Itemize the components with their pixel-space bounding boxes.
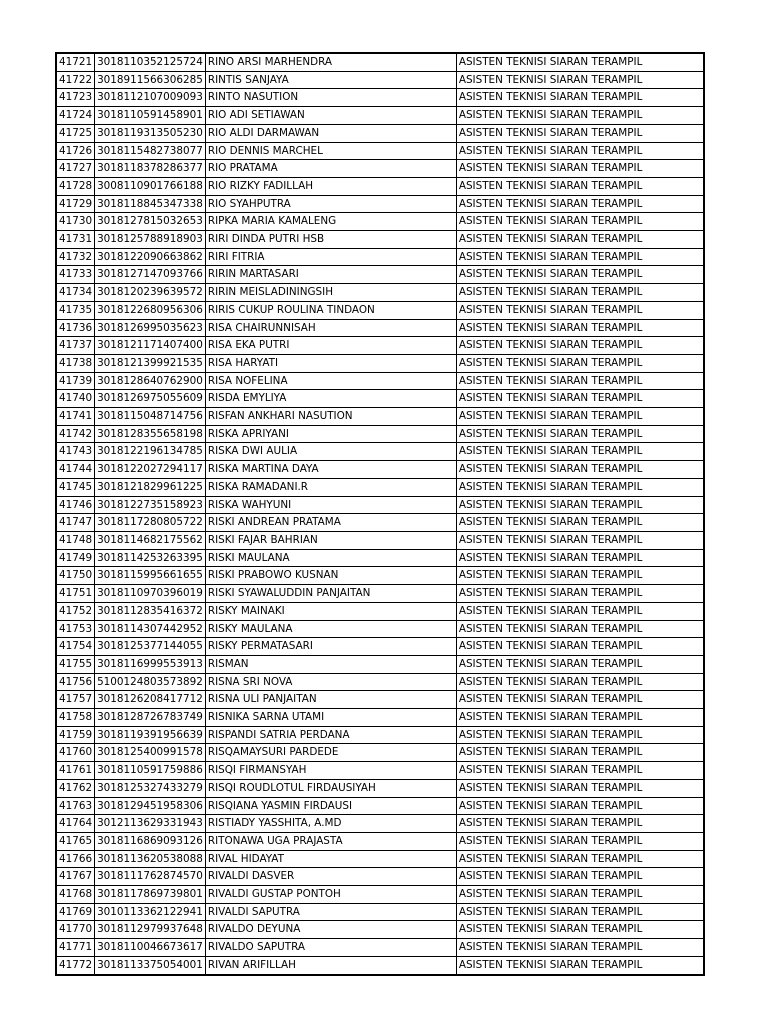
cell-number: 41749 [56, 549, 95, 567]
cell-position: ASISTEN TEKNISI SIARAN TERAMPIL [456, 89, 704, 107]
cell-id: 3018121829961225 [95, 478, 206, 496]
table-row [56, 248, 704, 266]
table-row [56, 709, 704, 727]
cell-name: RISNA ULI PANJAITAN [205, 691, 456, 709]
cell-id: 3018118378286377 [95, 160, 206, 178]
cell-id: 3018122735158923 [95, 496, 206, 514]
cell-name: RIRIS CUKUP ROULINA TINDAON [205, 301, 456, 319]
cell-name: RISQI ROUDLOTUL FIRDAUSIYAH [205, 779, 456, 797]
cell-name: RISKI PRABOWO KUSNAN [205, 567, 456, 585]
table-row [56, 213, 704, 231]
cell-id: 3018112107009093 [95, 89, 206, 107]
cell-position: ASISTEN TEKNISI SIARAN TERAMPIL [456, 195, 704, 213]
cell-number: 41721 [56, 53, 95, 71]
table-row [56, 531, 704, 549]
cell-position: ASISTEN TEKNISI SIARAN TERAMPIL [456, 337, 704, 355]
cell-number: 41770 [56, 921, 95, 939]
cell-number: 41756 [56, 673, 95, 691]
cell-id: 3018110591458901 [95, 107, 206, 125]
table-row [56, 691, 704, 709]
cell-number: 41768 [56, 886, 95, 904]
table-row [56, 461, 704, 479]
cell-name: RISA CHAIRUNNISAH [205, 319, 456, 337]
cell-position: ASISTEN TEKNISI SIARAN TERAMPIL [456, 213, 704, 231]
cell-name: RIO PRATAMA [205, 160, 456, 178]
cell-name: RISKA MARTINA DAYA [205, 461, 456, 479]
table-row [56, 142, 704, 160]
cell-number: 41740 [56, 390, 95, 408]
cell-name: RISPANDI SATRIA PERDANA [205, 726, 456, 744]
cell-position: ASISTEN TEKNISI SIARAN TERAMPIL [456, 177, 704, 195]
cell-id: 3018116999553913 [95, 655, 206, 673]
cell-position: ASISTEN TEKNISI SIARAN TERAMPIL [456, 744, 704, 762]
cell-name: RIRIN MEISLADININGSIH [205, 284, 456, 302]
cell-position: ASISTEN TEKNISI SIARAN TERAMPIL [456, 585, 704, 603]
cell-name: RIO ALDI DARMAWAN [205, 124, 456, 142]
cell-number: 41752 [56, 602, 95, 620]
cell-id: 3018127815032653 [95, 213, 206, 231]
cell-number: 41742 [56, 425, 95, 443]
cell-id: 3018112979937648 [95, 921, 206, 939]
cell-number: 41771 [56, 939, 95, 957]
cell-number: 41737 [56, 337, 95, 355]
cell-id: 3018128640762900 [95, 372, 206, 390]
cell-number: 41762 [56, 779, 95, 797]
cell-id: 3018121399921535 [95, 354, 206, 372]
cell-id: 3018125377144055 [95, 638, 206, 656]
cell-number: 41750 [56, 567, 95, 585]
cell-name: RIPKA MARIA KAMALENG [205, 213, 456, 231]
cell-position: ASISTEN TEKNISI SIARAN TERAMPIL [456, 266, 704, 284]
table-row [56, 443, 704, 461]
cell-id: 3018110970396019 [95, 585, 206, 603]
cell-id: 3018119391956639 [95, 726, 206, 744]
cell-id: 3018111762874570 [95, 868, 206, 886]
cell-number: 41734 [56, 284, 95, 302]
cell-number: 41743 [56, 443, 95, 461]
table-row [56, 390, 704, 408]
cell-position: ASISTEN TEKNISI SIARAN TERAMPIL [456, 124, 704, 142]
cell-number: 41736 [56, 319, 95, 337]
table-row [56, 337, 704, 355]
cell-name: RISKI MAULANA [205, 549, 456, 567]
cell-position: ASISTEN TEKNISI SIARAN TERAMPIL [456, 815, 704, 833]
cell-id: 3018129451958306 [95, 797, 206, 815]
table-row [56, 53, 704, 71]
cell-number: 41758 [56, 709, 95, 727]
cell-position: ASISTEN TEKNISI SIARAN TERAMPIL [456, 354, 704, 372]
cell-number: 41772 [56, 956, 95, 974]
cell-id: 3018114682175562 [95, 531, 206, 549]
cell-number: 41746 [56, 496, 95, 514]
table-row [56, 779, 704, 797]
cell-name: RIO ADI SETIAWAN [205, 107, 456, 125]
cell-number: 41732 [56, 248, 95, 266]
cell-position: ASISTEN TEKNISI SIARAN TERAMPIL [456, 425, 704, 443]
cell-name: RIRIN MARTASARI [205, 266, 456, 284]
cell-name: RINTO NASUTION [205, 89, 456, 107]
table-row [56, 231, 704, 249]
cell-name: RISKA APRIYANI [205, 425, 456, 443]
cell-id: 3018127147093766 [95, 266, 206, 284]
cell-number: 41730 [56, 213, 95, 231]
cell-id: 3018126995035623 [95, 319, 206, 337]
cell-position: ASISTEN TEKNISI SIARAN TERAMPIL [456, 673, 704, 691]
cell-name: RISKY PERMATASARI [205, 638, 456, 656]
cell-name: RISA HARYATI [205, 354, 456, 372]
table-row [56, 939, 704, 957]
cell-position: ASISTEN TEKNISI SIARAN TERAMPIL [456, 709, 704, 727]
cell-position: ASISTEN TEKNISI SIARAN TERAMPIL [456, 921, 704, 939]
cell-name: RISKY MAINAKI [205, 602, 456, 620]
cell-name: RIRI DINDA PUTRI HSB [205, 231, 456, 249]
table-body [56, 53, 704, 975]
cell-number: 41751 [56, 585, 95, 603]
table-row [56, 886, 704, 904]
table-row [56, 673, 704, 691]
cell-id: 3018110591759886 [95, 762, 206, 780]
cell-position: ASISTEN TEKNISI SIARAN TERAMPIL [456, 514, 704, 532]
cell-position: ASISTEN TEKNISI SIARAN TERAMPIL [456, 107, 704, 125]
cell-name: RINO ARSI MARHENDRA [205, 53, 456, 71]
cell-name: RISDA EMYLIYA [205, 390, 456, 408]
cell-id: 3018114253263395 [95, 549, 206, 567]
table-row [56, 301, 704, 319]
cell-id: 3018122196134785 [95, 443, 206, 461]
table-row [56, 602, 704, 620]
cell-position: ASISTEN TEKNISI SIARAN TERAMPIL [456, 567, 704, 585]
cell-id: 3018125788918903 [95, 231, 206, 249]
cell-position: ASISTEN TEKNISI SIARAN TERAMPIL [456, 71, 704, 89]
table-row [56, 585, 704, 603]
cell-name: RIVAN ARIFILLAH [205, 956, 456, 974]
cell-name: RIVAL HIDAYAT [205, 850, 456, 868]
cell-position: ASISTEN TEKNISI SIARAN TERAMPIL [456, 726, 704, 744]
cell-position: ASISTEN TEKNISI SIARAN TERAMPIL [456, 142, 704, 160]
table-row [56, 868, 704, 886]
cell-name: RIVALDI SAPUTRA [205, 903, 456, 921]
table-row [56, 195, 704, 213]
table-row [56, 797, 704, 815]
cell-name: RIO RIZKY FADILLAH [205, 177, 456, 195]
cell-id: 3018115482738077 [95, 142, 206, 160]
cell-number: 41724 [56, 107, 95, 125]
cell-id: 3018112835416372 [95, 602, 206, 620]
cell-name: RIO DENNIS MARCHEL [205, 142, 456, 160]
cell-position: ASISTEN TEKNISI SIARAN TERAMPIL [456, 549, 704, 567]
cell-number: 41765 [56, 832, 95, 850]
cell-name: RISKA DWI AULIA [205, 443, 456, 461]
cell-number: 41748 [56, 531, 95, 549]
cell-name: RINTIS SANJAYA [205, 71, 456, 89]
cell-id: 3018110352125724 [95, 53, 206, 71]
cell-id: 3018115048714756 [95, 408, 206, 426]
cell-position: ASISTEN TEKNISI SIARAN TERAMPIL [456, 248, 704, 266]
table-row [56, 478, 704, 496]
cell-position: ASISTEN TEKNISI SIARAN TERAMPIL [456, 956, 704, 974]
cell-number: 41725 [56, 124, 95, 142]
table-row [56, 425, 704, 443]
cell-position: ASISTEN TEKNISI SIARAN TERAMPIL [456, 372, 704, 390]
cell-number: 41733 [56, 266, 95, 284]
cell-number: 41747 [56, 514, 95, 532]
table-row [56, 744, 704, 762]
cell-position: ASISTEN TEKNISI SIARAN TERAMPIL [456, 408, 704, 426]
cell-position: ASISTEN TEKNISI SIARAN TERAMPIL [456, 231, 704, 249]
table-row [56, 850, 704, 868]
table-row [56, 107, 704, 125]
cell-number: 41731 [56, 231, 95, 249]
table-row [56, 762, 704, 780]
table-row [56, 655, 704, 673]
cell-id: 3018125400991578 [95, 744, 206, 762]
cell-id: 3018128355658198 [95, 425, 206, 443]
table-row [56, 319, 704, 337]
cell-name: RISKA WAHYUNI [205, 496, 456, 514]
cell-name: RISNA SRI NOVA [205, 673, 456, 691]
cell-name: RIVALDI GUSTAP PONTOH [205, 886, 456, 904]
cell-name: RISTIADY YASSHITA, A.MD [205, 815, 456, 833]
cell-number: 41763 [56, 797, 95, 815]
cell-name: RISQI FIRMANSYAH [205, 762, 456, 780]
cell-name: RISKI FAJAR BAHRIAN [205, 531, 456, 549]
cell-id: 3018113620538088 [95, 850, 206, 868]
cell-number: 41738 [56, 354, 95, 372]
cell-id: 3018116869093126 [95, 832, 206, 850]
table-row [56, 408, 704, 426]
cell-position: ASISTEN TEKNISI SIARAN TERAMPIL [456, 939, 704, 957]
table-row [56, 567, 704, 585]
cell-id: 3018117280805722 [95, 514, 206, 532]
cell-position: ASISTEN TEKNISI SIARAN TERAMPIL [456, 797, 704, 815]
cell-id: 3018120239639572 [95, 284, 206, 302]
cell-name: RISQAMAYSURI PARDEDE [205, 744, 456, 762]
table-row [56, 124, 704, 142]
cell-number: 41735 [56, 301, 95, 319]
cell-id: 3018119313505230 [95, 124, 206, 142]
cell-position: ASISTEN TEKNISI SIARAN TERAMPIL [456, 903, 704, 921]
cell-position: ASISTEN TEKNISI SIARAN TERAMPIL [456, 390, 704, 408]
table-row [56, 514, 704, 532]
cell-position: ASISTEN TEKNISI SIARAN TERAMPIL [456, 531, 704, 549]
cell-name: RIRI FITRIA [205, 248, 456, 266]
cell-position: ASISTEN TEKNISI SIARAN TERAMPIL [456, 832, 704, 850]
cell-id: 3018122680956306 [95, 301, 206, 319]
cell-number: 41726 [56, 142, 95, 160]
cell-position: ASISTEN TEKNISI SIARAN TERAMPIL [456, 620, 704, 638]
cell-id: 3018110046673617 [95, 939, 206, 957]
cell-number: 41759 [56, 726, 95, 744]
cell-name: RISFAN ANKHARI NASUTION [205, 408, 456, 426]
cell-position: ASISTEN TEKNISI SIARAN TERAMPIL [456, 319, 704, 337]
cell-number: 41767 [56, 868, 95, 886]
cell-number: 41729 [56, 195, 95, 213]
cell-id: 3018911566306285 [95, 71, 206, 89]
cell-number: 41739 [56, 372, 95, 390]
table-row [56, 832, 704, 850]
table-row [56, 921, 704, 939]
cell-name: RISKA RAMADANI.R [205, 478, 456, 496]
cell-name: RISKI ANDREAN PRATAMA [205, 514, 456, 532]
cell-name: RIVALDO SAPUTRA [205, 939, 456, 957]
cell-number: 41760 [56, 744, 95, 762]
cell-number: 41744 [56, 461, 95, 479]
cell-position: ASISTEN TEKNISI SIARAN TERAMPIL [456, 762, 704, 780]
cell-number: 41761 [56, 762, 95, 780]
cell-id: 3018115995661655 [95, 567, 206, 585]
cell-name: RISKI SYAWALUDDIN PANJAITAN [205, 585, 456, 603]
cell-number: 41722 [56, 71, 95, 89]
table-row [56, 354, 704, 372]
table-row [56, 89, 704, 107]
cell-number: 41766 [56, 850, 95, 868]
cell-name: RISA EKA PUTRI [205, 337, 456, 355]
cell-id: 3018121171407400 [95, 337, 206, 355]
cell-id: 3018126975055609 [95, 390, 206, 408]
table-row [56, 177, 704, 195]
table-row [56, 372, 704, 390]
cell-number: 41754 [56, 638, 95, 656]
table-row [56, 620, 704, 638]
cell-name: RISMAN [205, 655, 456, 673]
table-row [56, 956, 704, 974]
cell-position: ASISTEN TEKNISI SIARAN TERAMPIL [456, 638, 704, 656]
table-row [56, 284, 704, 302]
cell-position: ASISTEN TEKNISI SIARAN TERAMPIL [456, 284, 704, 302]
table-row [56, 266, 704, 284]
cell-name: RIVALDI DASVER [205, 868, 456, 886]
cell-id: 3018128726783749 [95, 709, 206, 727]
cell-position: ASISTEN TEKNISI SIARAN TERAMPIL [456, 868, 704, 886]
cell-id: 3018126208417712 [95, 691, 206, 709]
table-row [56, 815, 704, 833]
cell-number: 41741 [56, 408, 95, 426]
cell-id: 3018114307442952 [95, 620, 206, 638]
cell-name: RITONAWA UGA PRAJASTA [205, 832, 456, 850]
cell-name: RISNIKA SARNA UTAMI [205, 709, 456, 727]
cell-name: RIO SYAHPUTRA [205, 195, 456, 213]
table-row [56, 726, 704, 744]
cell-number: 41723 [56, 89, 95, 107]
cell-id: 3018125327433279 [95, 779, 206, 797]
cell-id: 3018117869739801 [95, 886, 206, 904]
cell-number: 41727 [56, 160, 95, 178]
cell-position: ASISTEN TEKNISI SIARAN TERAMPIL [456, 496, 704, 514]
table-row [56, 638, 704, 656]
cell-id: 3008110901766188 [95, 177, 206, 195]
cell-name: RIVALDO DEYUNA [205, 921, 456, 939]
table-row [56, 903, 704, 921]
cell-number: 41764 [56, 815, 95, 833]
cell-position: ASISTEN TEKNISI SIARAN TERAMPIL [456, 160, 704, 178]
cell-position: ASISTEN TEKNISI SIARAN TERAMPIL [456, 655, 704, 673]
cell-number: 41753 [56, 620, 95, 638]
cell-position: ASISTEN TEKNISI SIARAN TERAMPIL [456, 886, 704, 904]
participant-table [55, 52, 705, 976]
cell-id: 3018113375054001 [95, 956, 206, 974]
cell-id: 3018118845347338 [95, 195, 206, 213]
cell-id: 5100124803573892 [95, 673, 206, 691]
cell-position: ASISTEN TEKNISI SIARAN TERAMPIL [456, 850, 704, 868]
cell-position: ASISTEN TEKNISI SIARAN TERAMPIL [456, 443, 704, 461]
table-row [56, 496, 704, 514]
cell-number: 41769 [56, 903, 95, 921]
cell-id: 3018122027294117 [95, 461, 206, 479]
cell-id: 3012113629331943 [95, 815, 206, 833]
cell-name: RISKY MAULANA [205, 620, 456, 638]
cell-position: ASISTEN TEKNISI SIARAN TERAMPIL [456, 461, 704, 479]
cell-position: ASISTEN TEKNISI SIARAN TERAMPIL [456, 478, 704, 496]
cell-name: RISA NOFELINA [205, 372, 456, 390]
cell-id: 3010113362122941 [95, 903, 206, 921]
cell-position: ASISTEN TEKNISI SIARAN TERAMPIL [456, 691, 704, 709]
table-row [56, 71, 704, 89]
cell-name: RISQIANA YASMIN FIRDAUSI [205, 797, 456, 815]
cell-id: 3018122090663862 [95, 248, 206, 266]
cell-position: ASISTEN TEKNISI SIARAN TERAMPIL [456, 602, 704, 620]
cell-position: ASISTEN TEKNISI SIARAN TERAMPIL [456, 301, 704, 319]
cell-number: 41728 [56, 177, 95, 195]
table-row [56, 549, 704, 567]
cell-number: 41757 [56, 691, 95, 709]
cell-position: ASISTEN TEKNISI SIARAN TERAMPIL [456, 779, 704, 797]
cell-number: 41755 [56, 655, 95, 673]
table-row [56, 160, 704, 178]
cell-number: 41745 [56, 478, 95, 496]
cell-position: ASISTEN TEKNISI SIARAN TERAMPIL [456, 53, 704, 71]
